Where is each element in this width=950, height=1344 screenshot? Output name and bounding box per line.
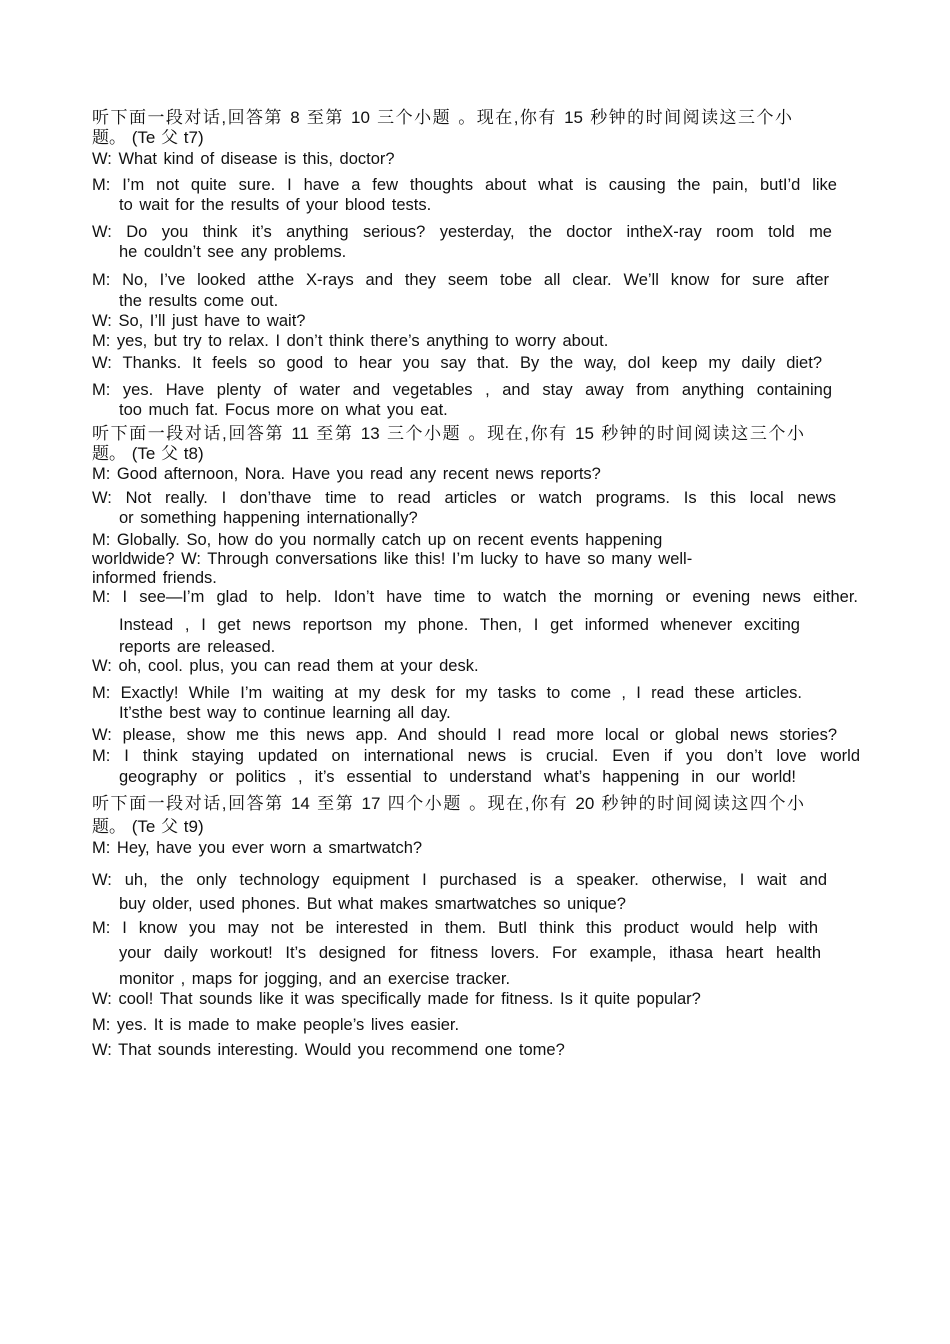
dialogue-line-cont: the results come out. [119, 292, 279, 310]
dialogue-line: M: I know you may not be interested in them. ButI think this product would help with [92, 919, 818, 937]
dialogue-line: M: I think staying updated on international news is crucial. Even if you don’t love world [92, 747, 860, 765]
dialogue-line: M: Hey, have you ever worn a smartwatch? [92, 839, 423, 857]
dialogue-line-cont: monitor , maps for jogging, and an exercise tracker. [119, 970, 511, 988]
dialogue-line-cont: buy older, used phones. But what makes smartwatches so unique? [119, 895, 626, 913]
dialogue-line: W: please, show me this news app. And should I read more local or global news stories? [92, 726, 837, 744]
dialogue-line: W: uh, the only technology equipment I purchased is a speaker. otherwise, I wait and [92, 871, 827, 889]
dialogue-line: worldwide? W: Through conversations like this! I’m lucky to have so many well- [92, 550, 693, 568]
section-header-q11-13-cont: 题。 (Te 父 t8) [92, 444, 204, 463]
dialogue-line: W: Thanks. It feels so good to hear you say that. By the way, doI keep my daily diet? [92, 354, 822, 372]
dialogue-line-cont: informed friends. [92, 569, 217, 587]
dialogue-line: M: yes. It is made to make people’s lives easier. [92, 1016, 460, 1034]
dialogue-line-cont: It’sthe best way to continue learning all day. [119, 704, 451, 722]
dialogue-line: W: Do you think it’s anything serious? yesterday, the doctor intheX-ray room told me [92, 223, 832, 241]
dialogue-line: M: Exactly! While I’m waiting at my desk for my tasks to come , I read these articles. [92, 684, 802, 702]
dialogue-line-cont: Instead , I get news reportson my phone. Then, I get informed whenever exciting [119, 616, 800, 634]
dialogue-line-cont: to wait for the results of your blood tests. [119, 196, 432, 214]
dialogue-line: W: So, I’ll just have to wait? [92, 312, 306, 330]
dialogue-line-cont: reports are released. [119, 638, 276, 656]
dialogue-line: W: That sounds interesting. Would you recommend one tome? [92, 1041, 565, 1059]
section-header-q8-10: 听下面一段对话,回答第 8 至第 10 三个小题 。现在,你有 15 秒钟的时间阅读这三个小 [92, 108, 792, 127]
dialogue-line-cont: geography or politics , it’s essential to understand what’s happening in our world! [119, 768, 796, 786]
dialogue-line: M: yes, but try to relax. I don’t think there’s anything to worry about. [92, 332, 609, 350]
dialogue-line: M: I see—I’m glad to help. Idon’t have time to watch the morning or evening news either. [92, 588, 858, 606]
dialogue-line: W: oh, cool. plus, you can read them at your desk. [92, 657, 479, 675]
section-header-q11-13: 听下面一段对话,回答第 11 至第 13 三个小题 。现在,你有 15 秒钟的时间阅读这三个小 [92, 424, 804, 443]
dialogue-line-cont: too much fat. Focus more on what you eat. [119, 401, 448, 419]
dialogue-line: M: No, I’ve looked atthe X-rays and they seem tobe all clear. We’ll know for sure after [92, 271, 829, 289]
dialogue-line: M: yes. Have plenty of water and vegetables , and stay away from anything containing [92, 381, 832, 399]
dialogue-line-cont: your daily workout! It’s designed for fitness lovers. For example, ithasa heart health [119, 944, 821, 962]
dialogue-line-cont: he couldn’t see any problems. [119, 243, 347, 261]
dialogue-line: M: Good afternoon, Nora. Have you read any recent news reports? [92, 465, 601, 483]
section-header-q8-10-cont: 题。 (Te 父 t7) [92, 128, 204, 147]
dialogue-line: W: What kind of disease is this, doctor? [92, 150, 395, 168]
section-header-q14-17: 听下面一段对话,回答第 14 至第 17 四个小题 。现在,你有 20 秒钟的时间阅读这四个小 [92, 794, 804, 813]
dialogue-line: M: Globally. So, how do you normally catch up on recent events happening [92, 531, 663, 549]
dialogue-line: M: I’m not quite sure. I have a few thoughts about what is causing the pain, butI’d like [92, 176, 837, 194]
dialogue-line-cont: or something happening internationally? [119, 509, 418, 527]
dialogue-line: W: Not really. I don’thave time to read articles or watch programs. Is this local news [92, 489, 836, 507]
dialogue-line: W: cool! That sounds like it was specifically made for fitness. Is it quite popular? [92, 990, 701, 1008]
section-header-q14-17-cont: 题。 (Te 父 t9) [92, 817, 204, 836]
